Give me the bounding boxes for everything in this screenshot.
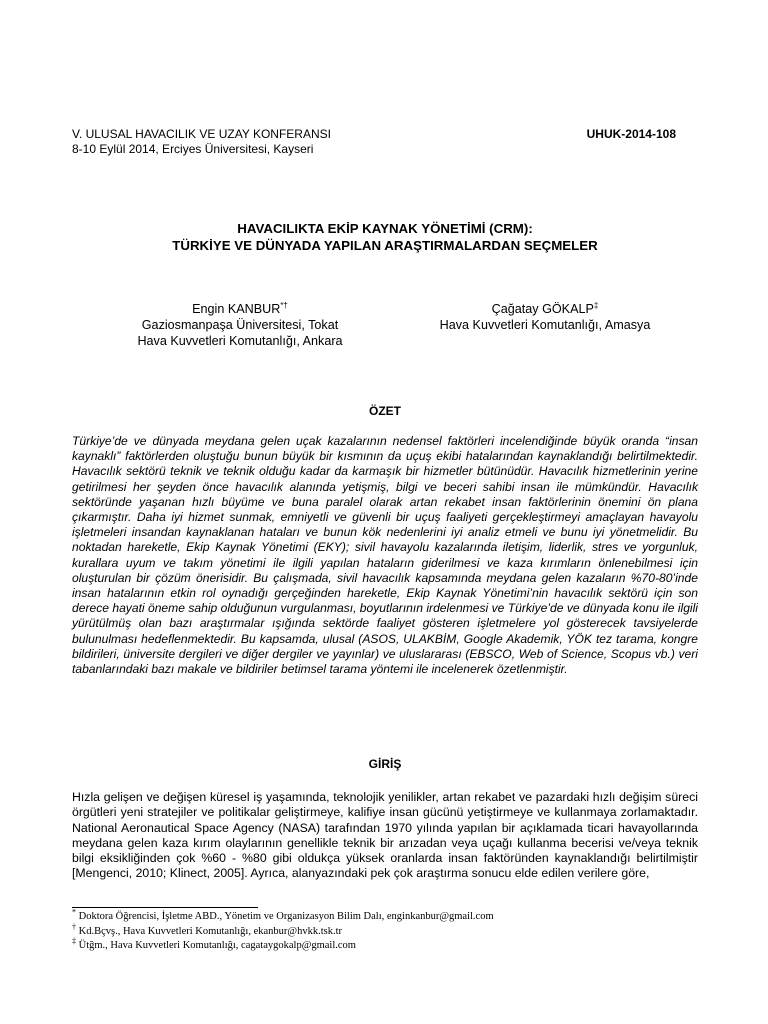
intro-text: Hızla gelişen ve değişen küresel iş yaşamında, teknolojik yenilikler, artan rekabet ve pazardaki hızlı değişim süreci örgütleri yeni stratejiler ve politikalar geliştirmeye, kalifiye insan gücünü yetiştirmeye ve kullanmaya zorlamaktadır. National Aeronautical Space Agency (NASA) tarafından 1970 yılında yapılan bir açıklamada ticari havayollarında meydana gelen kaza kırım olaylarının genellikle teknik bir arızadan veya uçağı kullanma becerisi ve/veya teknik bilgi eksikliğinden çok %60 - %80 gibi oldukça yüksek oranlarda insan faktöründen kaynaklandığı belirtilmiştir [Mengenci, 2010; Klinect, 2005]. Ayrıca, alanyazındaki pek çok araştırma sonucu elde edilen verilere göre, (72, 790, 698, 881)
footnote-1 (72, 907, 698, 925)
conference-name: V. ULUSAL HAVACILIK VE UZAY KONFERANSI (72, 127, 331, 141)
author-2-name: Çağatay GÖKALP (491, 302, 594, 316)
footnote-3-text: Ütğm., Hava Kuvvetleri Komutanlığı, cagataygokalp@gmail.com (78, 940, 356, 951)
author-2-affiliation-1: Hava Kuvvetleri Komutanlığı, Amasya (439, 318, 651, 332)
footnote-2-text: Kd.Bçvş., Hava Kuvvetleri Komutanlığı, ekanbur@hvkk.tsk.tr (78, 925, 342, 937)
abstract-text: Türkiye’de ve dünyada meydana gelen uçak kazalarının nedensel faktörleri incelendiğinde büyük oranda “insan kaynaklı” faktörlerden oluştuğu bunun büyük bir kısmının da uçuş ekibi hatalarından kaynaklandığı belirtilmektedir. Havacılık sektörü teknik ve teknik olduğu kadar da karmaşık bir hizmetler bütünüdür. Havacılık hizmetlerinin yerine getirilmesi her şeyden önce havacılık alanında yetişmiş, bilgi ve beceri sahibi insan ile mümkündür. Havacılık sektöründe yaşanan hızlı büyüme ve buna paralel olarak artan rekabet insan faktörlerinin önemini ön plana çıkarmıştır. Daha iyi hizmet sunmak, emniyetli ve güvenli bir uçuş faaliyeti gerçekleştirmeyi amaçlayan havayolu işletmeleri insandan kaynaklanan hataları ve bunun kök nedenlerini iyi analiz etmeli ve bunu iyi yönetmelidir. Bu noktadan hareketle, Ekip Kaynak Yönetimi (EKY); sivil havayolu kazalarında iletişim, liderlik, stres ve yorgunluk, kurallara uyum ve takım yönetimi ile ilgili yapılan hataların giderilmesi ve kaza kırımların önlenebilmesi için oluşturulan bir çözüm önerisidir. Bu çalışmada, sivil havacılık kapsamında meydana gelen kazaların %70-80’inde insan hatalarının etkin rol oynadığı gerçeğinden hareketle, Ekip Kaynak Yönetimi’nin havacılık sektörü için son derece hayati öneme sahip olduğunun vurgulanması, boyutlarının irdelenmesi ve Türkiye’de ve dünyada konu ile ilgili yürütülmüş olan bazı araştırmalar ışığında sektörde faaliyet gösteren işletmelere yol gösterecek tavsiyelerde bulunulması hedeflenmektedir. Bu kapsamda, ulusal (ASOS, ULAKBİM, Google Akademik, YÖK tez tarama, kongre bildirileri, üniversite dergileri ve diğer dergiler ve yayınlar) ve uluslararası (EBSCO, Web of Science, Scopus vb.) veri tabanlarındaki bazı makale ve bildiriler betimsel tarama yöntemi ile incelenerek özetlenmiştir. (72, 434, 698, 677)
footnote-3-mark: ‡ (72, 936, 76, 946)
author-2-marks: ‡ (593, 300, 599, 310)
footnote-1-text: Doktora Öğrencisi, İşletme ABD., Yönetim ve Organizasyon Bilim Dalı, enginkanbur@gmail.com (78, 911, 494, 922)
author-1-affiliation-1: Gaziosmanpaşa Üniversitesi, Tokat (141, 318, 339, 332)
conference-header (72, 127, 331, 157)
footnote-3 (72, 936, 698, 954)
author-2 (405, 301, 685, 333)
intro-heading: GİRİŞ (368, 757, 402, 771)
title-line-2: TÜRKİYE VE DÜNYADA YAPILAN ARAŞTIRMALARDAN SEÇMELER (172, 238, 598, 253)
author-1-affiliation-2: Hava Kuvvetleri Komutanlığı, Ankara (137, 334, 343, 348)
title-line-1: HAVACILIKTA EKİP KAYNAK YÖNETİMİ (CRM): (237, 221, 533, 236)
abstract-heading: ÖZET (369, 404, 401, 418)
footnote-1-mark: * (72, 907, 76, 917)
author-1 (100, 301, 380, 349)
footnotes (72, 907, 698, 954)
author-1-name: Engin KANBUR (192, 302, 281, 316)
footnote-2 (72, 922, 698, 940)
conference-date-place: 8-10 Eylül 2014, Erciyes Üniversitesi, Kayseri (72, 142, 314, 156)
paper-id: UHUK-2014-108 (586, 127, 676, 141)
author-1-marks: *† (280, 300, 288, 310)
footnote-divider (72, 907, 258, 908)
footnote-2-mark: † (72, 922, 76, 931)
paper-title (72, 220, 698, 254)
